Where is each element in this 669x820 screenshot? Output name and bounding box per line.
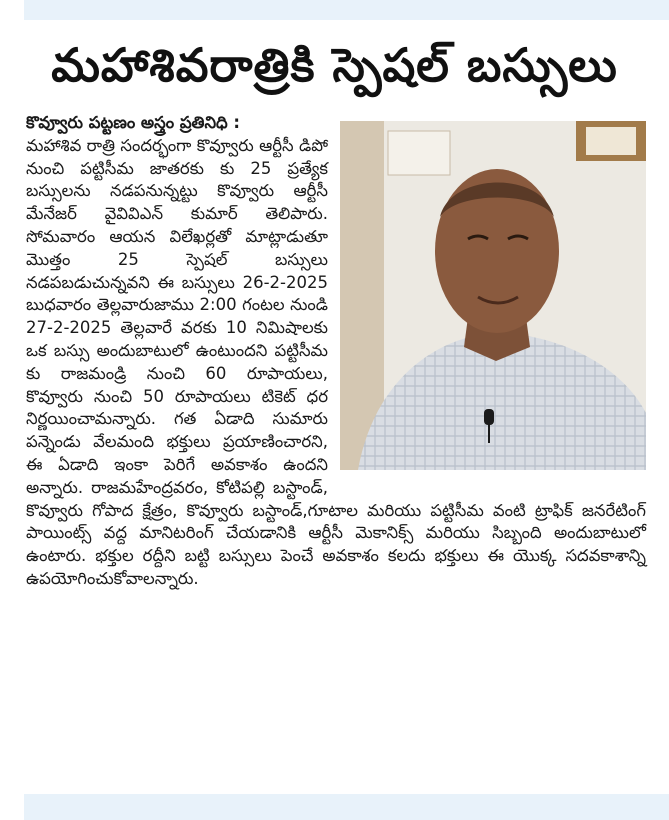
bottom-band [24, 794, 669, 820]
article [26, 112, 646, 591]
article-paragraph: మహాశివ రాత్రి సందర్భంగా కొవ్వూరు ఆర్టీసీ డిపో నుంచి పట్టిసీమ జాతరకు కు 25 ప్రత్యేక బస్సులను నడపనున్నట్టు కొవ్వూరు ఆర్టీసీ మేనేజర్ వైవివిఎన్ కుమార్ తెలిపారు. సోమవారం ఆయన విలేఖర్లతో మాట్లాడుతూ మొత్తం 25 స్పెషల్ బస్సులు నడపబడుచున్నవని ఈ బస్సులు 26-2-2025 బుధవారం తెల్లవారుజాము 2:00 గంటల నుండి 27-2-2025 తెల్లవారే వరకు 10 నిమిషాలకు ఒక బస్సు అందుబాటులో ఉంటుందని పట్టిసీమ కు రాజమండ్రి నుంచి 60 రూపాయలు, కొవ్వూరు నుంచి 50 రూపాయలు టికెట్ ధర నిర్ణయించామన్నారు. గత ఏడాది సుమారు పన్నెండు వేలమంది భక్తులు ప్రయాణించారని, ఈ ఏడాది ఇంకా పెరిగే అవకాశం ఉందని అన్నారు. రాజమహేంద్రవరం, కోటిపల్లి బస్టాండ్, కొవ్వూరు గోపాద క్షేత్రం, కొవ్వూరు బస్టాండ్,గూటాల మరియు పట్టిసీమ వంటి ట్రాఫిక్ జనరేటింగ్ పాయింట్స్ వద్ద మానిటరింగ్ చేయడానికి ఆర్టీసీ మెకానిక్స్ మరియు సిబ్బంది అందుబాటులో ఉంటారు. భక్తుల రద్దీని బట్టి బస్సులు పెంచే అవకాశం కలదు భక్తులు ఈ యొక్క సదవకాశాన్ని ఉపయోగించుకోవాలన్నారు. [26, 135, 646, 588]
headline: మహాశివరాత్రికి స్పెషల్ బస్సులు [51, 38, 618, 92]
dateline: కొవ్వూరు పట్టణం అస్త్రం ప్రతినిధి : [26, 113, 241, 132]
wall-poster [388, 131, 450, 175]
portrait-illustration [340, 121, 646, 470]
top-band [24, 0, 669, 20]
wall-frame-inner [586, 127, 636, 155]
article-photo [340, 121, 646, 470]
